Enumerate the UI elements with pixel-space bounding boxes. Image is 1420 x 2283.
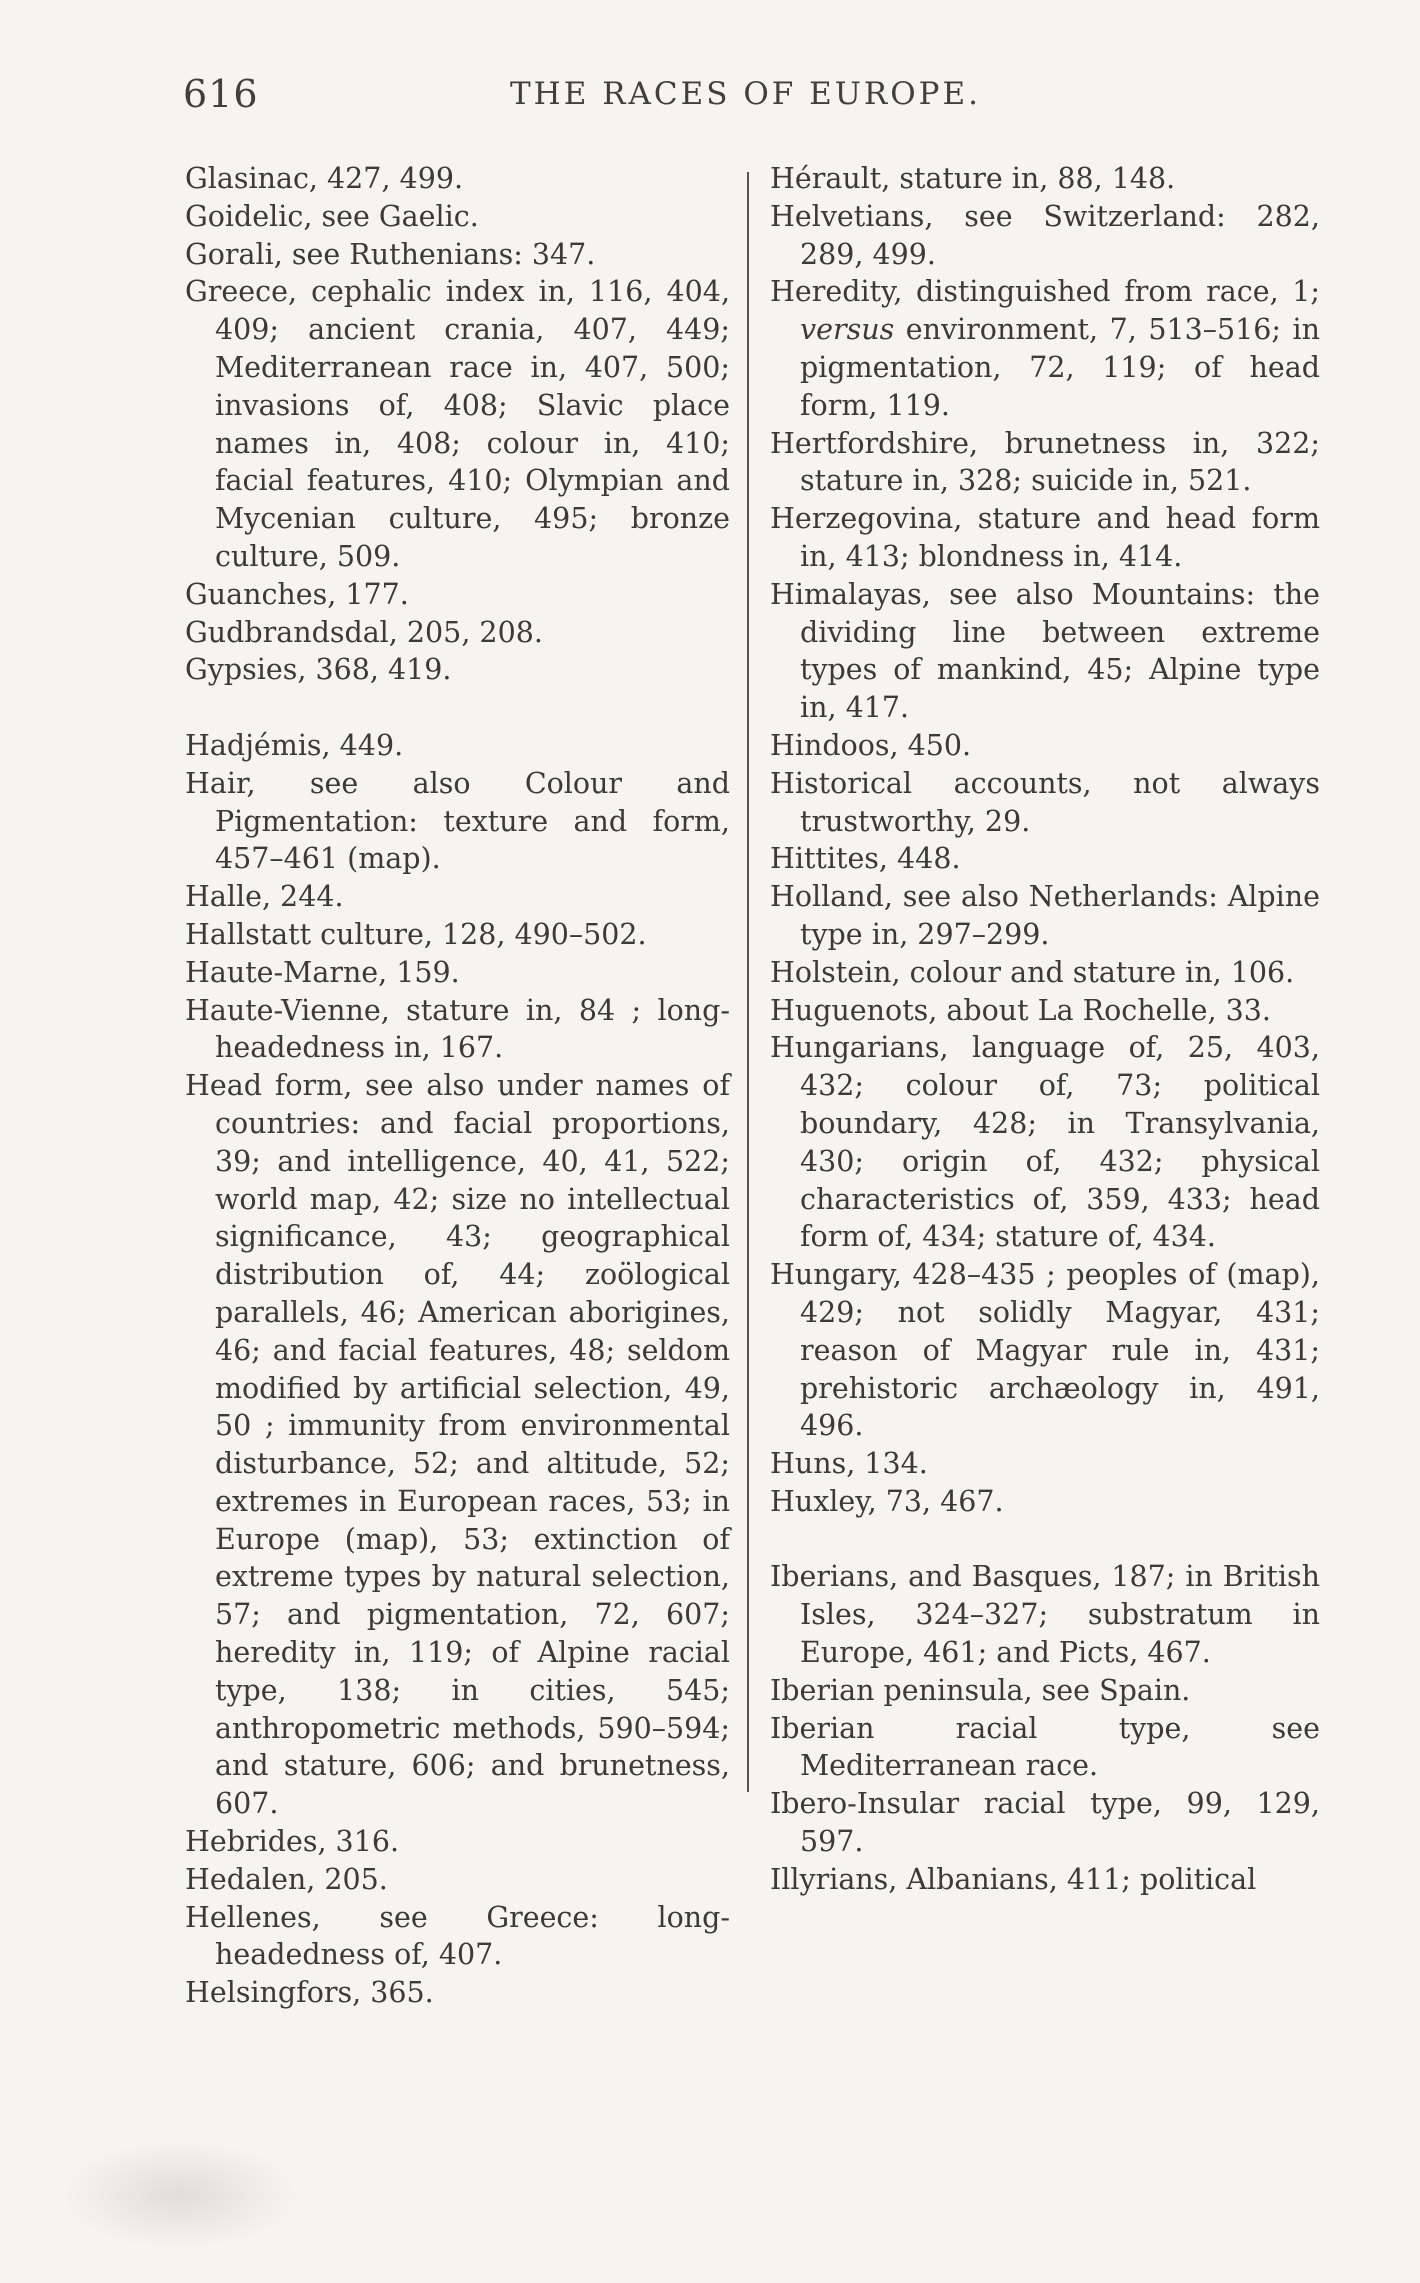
index-entry: Ibero-Insular racial type, 99, 129, 597. (770, 1787, 1320, 1859)
running-head: THE RACES OF EUROPE. (510, 76, 981, 112)
index-entry: Haute-Marne, 159. (185, 955, 460, 989)
index-entry: Hebrides, 316. (185, 1825, 400, 1859)
index-entry: Head form, see also under names of countries: and facial proportions, 39; and intelligence, 40, 41, 522; world map, 42; size no intellectual significance, 43; geographical distribution of, 44; zoölogical parallels, 46; American aborigines, 46; and facial features, 48; seldom modified by artificial selection, 49, 50 ; immunity from environmental disturbance, 52; and altitude, 52; extremes in European races, 53; in Europe (map), 53; extinction of extreme types by natural selection, 57; and pigmentation, 72, 607; heredity in, 119; of Alpine racial type, 138; in cities, 545; anthropometric methods, 590–594; and stature, 606; and brunetness, 607. (185, 1069, 730, 1821)
index-entry: Halle, 244. (185, 880, 344, 914)
index-entry: Heredity, distinguished from race, 1; versus environment, 7, 513–516; in pigmentation, 72, 119; of head form, 119. (770, 275, 1320, 422)
index-entry: Hungarians, language of, 25, 403, 432; colour of, 73; political boundary, 428; in Transylvania, 430; origin of, 432; physical characteristics of, 359, 433; head form of, 434; stature of, 434. (770, 1031, 1320, 1254)
section-gap (770, 1521, 1320, 1559)
index-entry: Hadjémis, 449. (185, 728, 404, 762)
index-entry: Herzegovina, stature and head form in, 413; blondness in, 414. (770, 502, 1320, 573)
index-entry: Illyrians, Albanians, 411; political (770, 1862, 1257, 1896)
index-entry: Iberian peninsula, see Spain. (770, 1673, 1191, 1707)
index-entry: Hertfordshire, brunetness in, 322; stature in, 328; suicide in, 521. (770, 426, 1320, 498)
page-number: 616 (183, 72, 259, 116)
index-entry: Helsingfors, 365. (185, 1976, 434, 2010)
index-entry: Holstein, colour and stature in, 106. (770, 955, 1295, 989)
index-entry: Iberian racial type, see Mediterranean race. (770, 1711, 1320, 1783)
index-entry: Gypsies, 368, 419. (185, 653, 452, 687)
index-entry: Holland, see also Netherlands: Alpine type in, 297–299. (770, 880, 1320, 951)
paper-stain (60, 2140, 300, 2250)
left-column (185, 160, 730, 2012)
index-entry: Hittites, 448. (770, 842, 961, 876)
index-entry: Hérault, stature in, 88, 148. (770, 162, 1176, 195)
index-entry: Glasinac, 427, 499. (185, 162, 464, 195)
index-entry: Iberians, and Basques, 187; in British Isles, 324–327; substratum in Europe, 461; and Picts, 467. (770, 1560, 1320, 1670)
index-entry: Greece, cephalic index in, 116, 404, 409; ancient crania, 407, 449; Mediterranean race in, 407, 500; invasions of, 408; Slavic place names in, 408; colour in, 410; facial features, 410; Olympian and Mycenian culture, 495; bronze culture, 509. (185, 275, 730, 573)
index-entry: Hallstatt culture, 128, 490–502. (185, 917, 647, 951)
index-entry: Hungary, 428–435 ; peoples of (map), 429; not solidly Magyar, 431; reason of Magyar rule in, 431; prehistoric archæology in, 491, 496. (770, 1258, 1320, 1443)
index-entry: Goidelic, see Gaelic. (185, 199, 479, 233)
index-entry: Himalayas, see also Mountains: the dividing line between extreme types of mankind, 45; Alpine type in, 417. (770, 577, 1320, 725)
index-entry: Haute-Vienne, stature in, 84 ; long-headedness in, 167. (185, 993, 730, 1065)
index-entry: Hindoos, 450. (770, 728, 972, 762)
right-column (770, 160, 1320, 1899)
column-rule (747, 172, 749, 1792)
index-entry: Helvetians, see Switzerland: 282, 289, 499. (770, 199, 1320, 271)
index-entry: Gorali, see Ruthenians: 347. (185, 237, 596, 271)
index-entry: Huns, 134. (770, 1447, 928, 1481)
index-entry: Hedalen, 205. (185, 1862, 388, 1896)
section-gap (185, 689, 730, 727)
index-entry: Historical accounts, not always trustworthy, 29. (770, 766, 1320, 838)
index-entry: Hair, see also Colour and Pigmentation: texture and form, 457–461 (map). (185, 766, 730, 876)
index-entry: Gudbrandsdal, 205, 208. (185, 615, 543, 649)
index-entry: Huxley, 73, 467. (770, 1484, 1004, 1518)
index-entry: Huguenots, about La Rochelle, 33. (770, 993, 1271, 1027)
index-entry: Guanches, 177. (185, 577, 409, 611)
index-entry: Hellenes, see Greece: long-headedness of, 407. (185, 1900, 730, 1972)
